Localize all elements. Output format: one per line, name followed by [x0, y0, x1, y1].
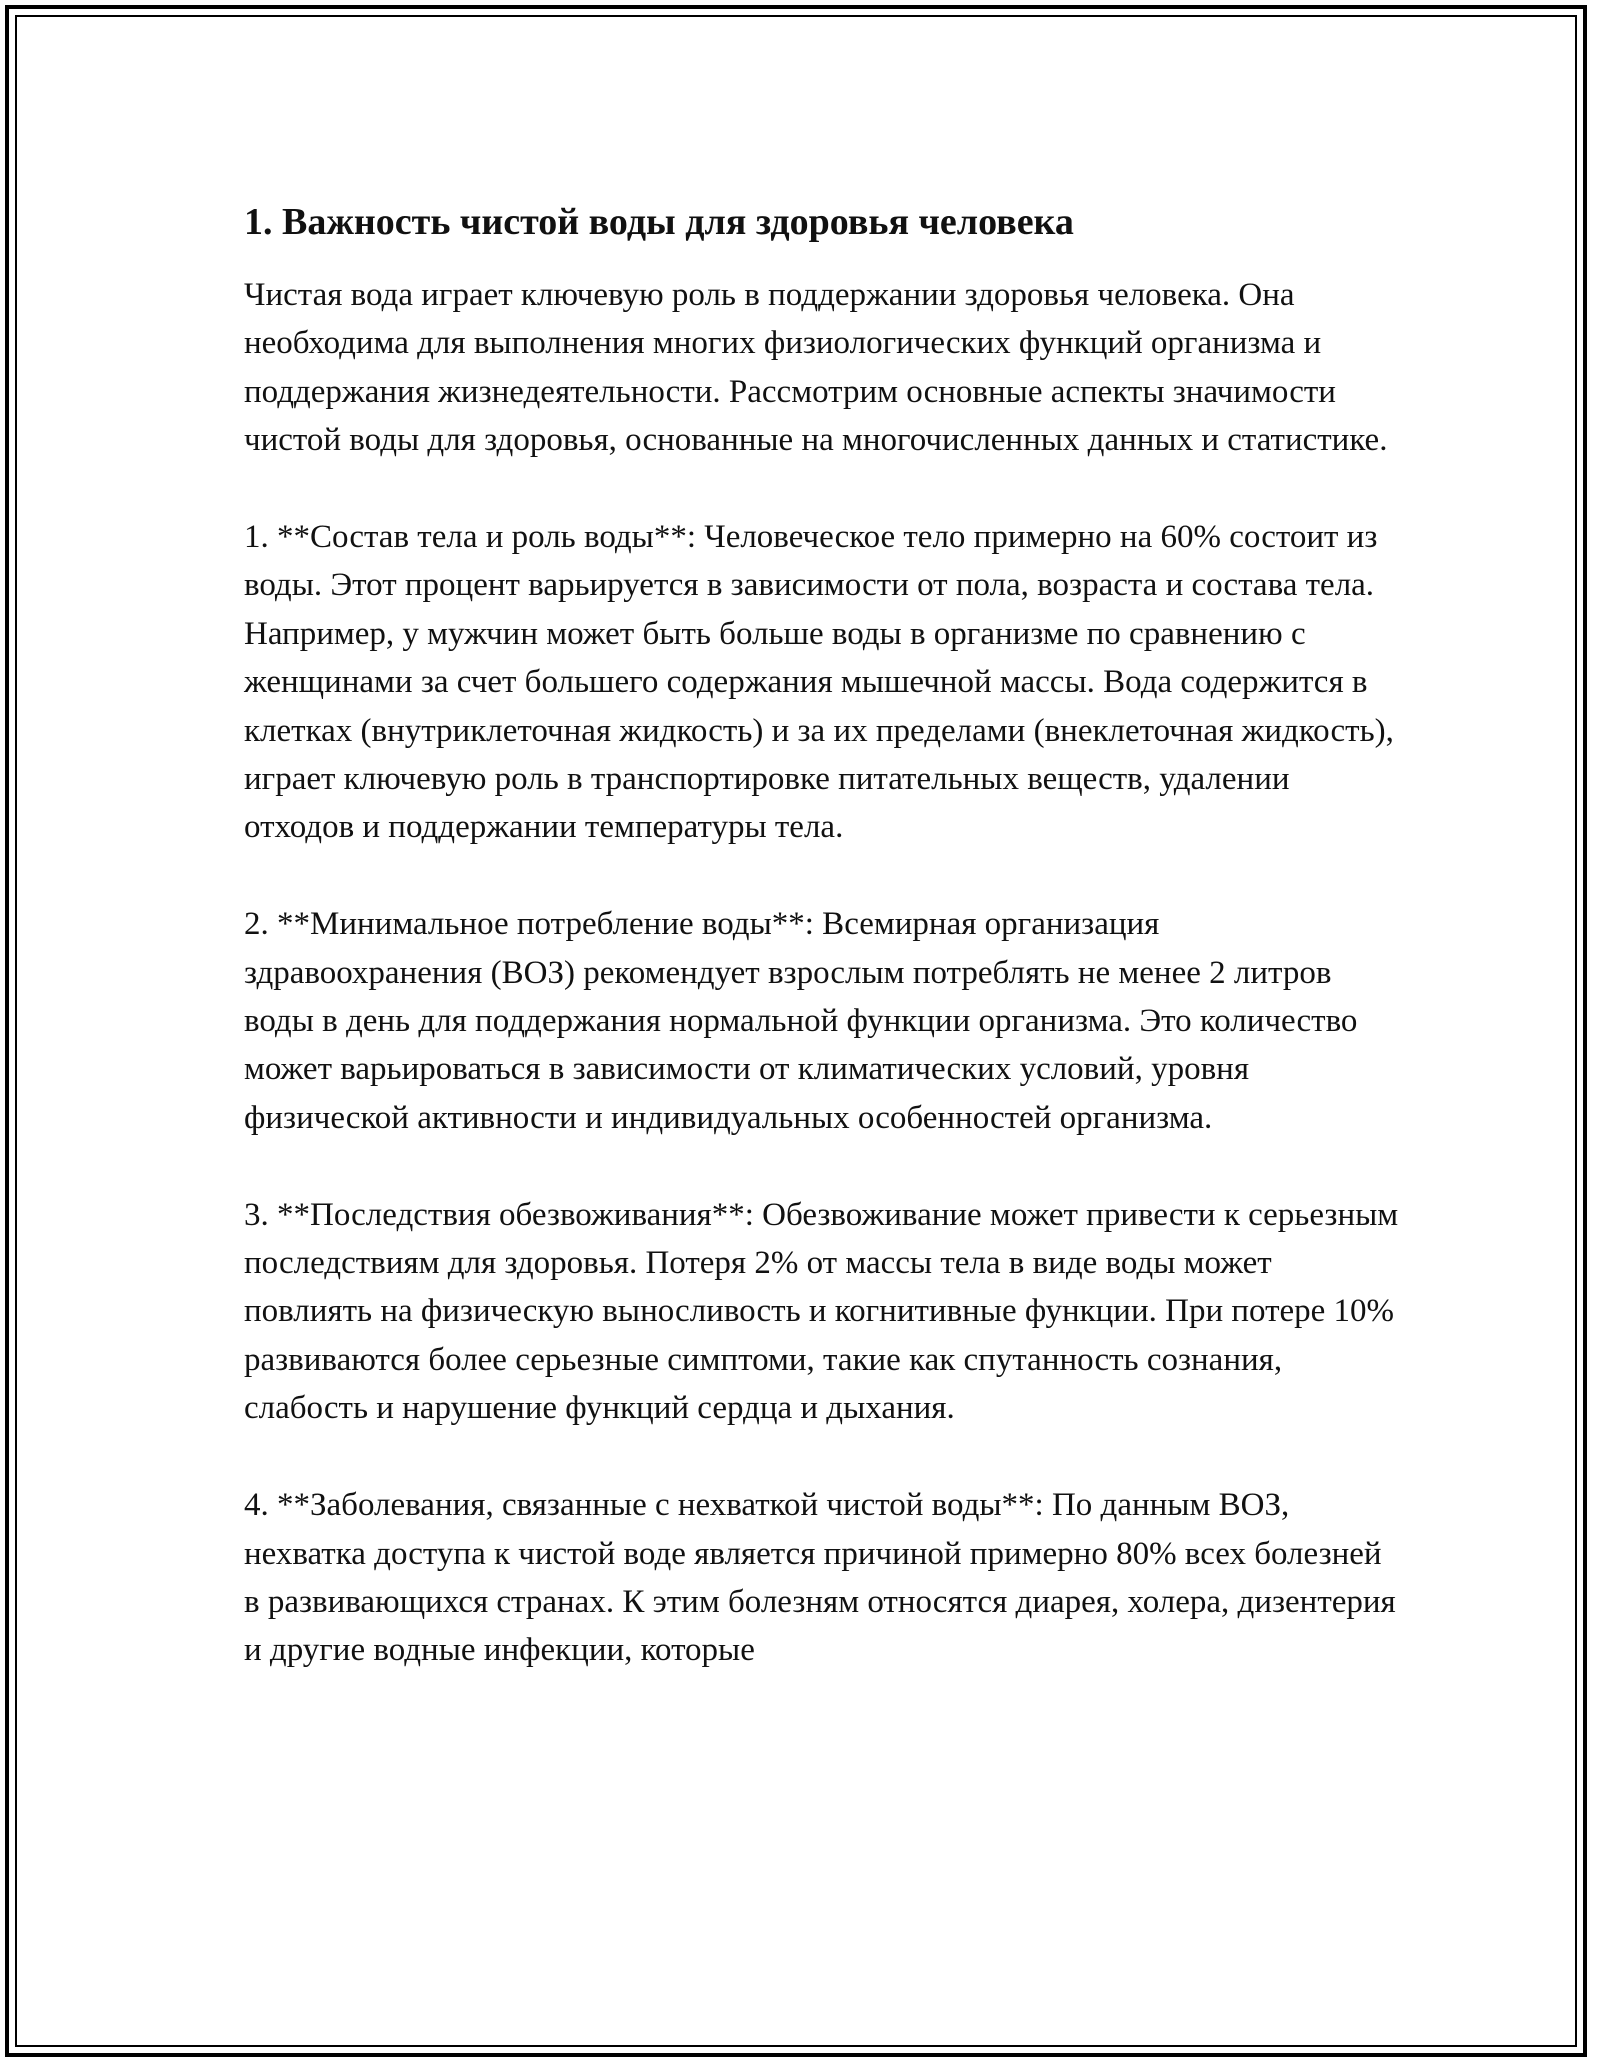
section-heading: 1. Важность чистой воды для здоровья человека	[244, 201, 1074, 243]
page-border	[5, 5, 1587, 2057]
document-body	[244, 191, 1404, 1675]
intro-paragraph: Чистая вода играет ключевую роль в поддержании здоровья человека. Она необходима для выполнения многих физиологических функций организма и поддержания жизнедеятельности. Рассмотрим основные аспекты значимости чистой воды для здоровья, основанные на многочисленных данных и статистике.	[244, 277, 1388, 459]
paragraph-dehydration: 3. **Последствия обезвоживания**: Обезвоживание может привести к серьезным последствиям для здоровья. Потеря 2% от массы тела в виде воды может повлиять на физическую выносливость и когнитивные функции. При потере 10% развиваются более серьезные симптоми, такие как спутанность сознания, слабость и нарушение функций сердца и дыхания.	[244, 1196, 1399, 1427]
paragraph-body-composition: 1. **Состав тела и роль воды**: Человеческое тело примерно на 60% состоит из воды. Этот процент варьируется в зависимости от пола, возраста и состава тела. Например, у мужчин может быть больше воды в организме по сравнению с женщинами за счет большего содержания мышечной массы. Вода содержится в клетках (внутриклеточная жидкость) и за их пределами (внеклеточная жидкость), играет ключевую роль в транспортировке питательных веществ, удалении отходов и поддержании температуры тела.	[244, 519, 1394, 846]
paragraph-minimum-consumption: 2. **Минимальное потребление воды**: Всемирная организация здравоохранения (ВОЗ) рекомендует взрослым потреблять не менее 2 литров воды в день для поддержания нормальной функции организма. Это количество может варьироваться в зависимости от климатических условий, уровня физической активности и индивидуальных особенностей организма.	[244, 906, 1358, 1136]
paragraph-diseases: 4. **Заболевания, связанные с нехваткой чистой воды**: По данным ВОЗ, нехватка доступа к чистой воде является причиной примерно 80% всех болезней в развивающихся странах. К этим болезням относятся диарея, холера, дизентерия и другие водные инфекции, которые	[244, 1487, 1396, 1669]
